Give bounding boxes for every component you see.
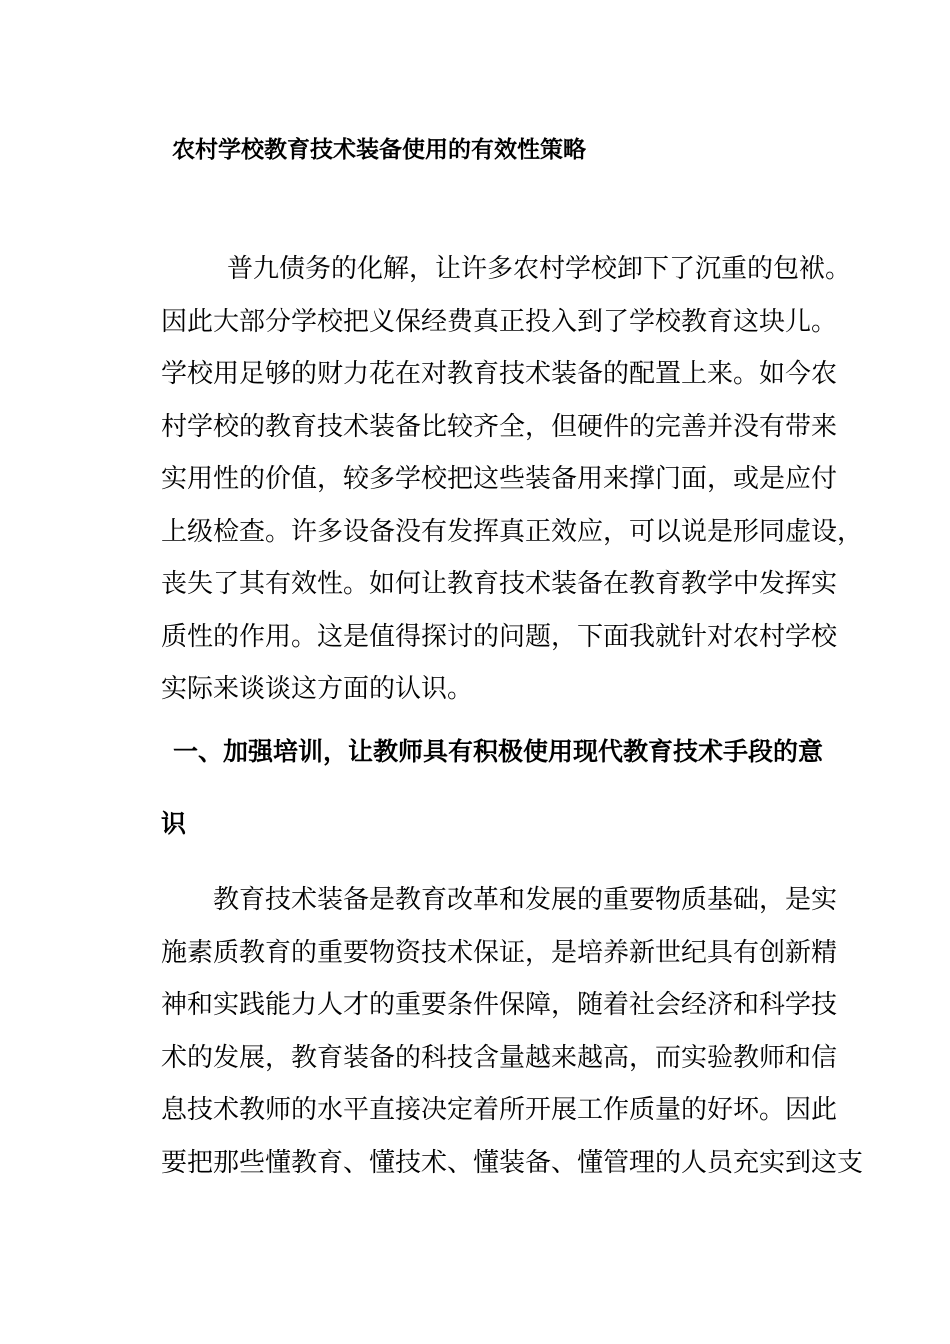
text-line: 要把那些懂教育、懂技术、懂装备、懂管理的人员充实到这支 <box>161 1147 864 1178</box>
text-line: 术的发展，教育装备的科技含量越来越高，而实验教师和信 <box>161 1042 838 1073</box>
text-line: 因此大部分学校把义保经费真正投入到了学校教育这块儿。 <box>161 306 838 337</box>
text-line: 上级检查。许多设备没有发挥真正效应，可以说是形同虚设， <box>161 516 864 547</box>
heading-line: 识 <box>161 809 187 838</box>
document-title: 农村学校教育技术装备使用的有效性策略 <box>172 137 586 163</box>
text-line: 学校用足够的财力花在对教育技术装备的配置上来。如今农 <box>161 359 838 389</box>
section-heading <box>161 716 831 860</box>
text-line: 神和实践能力人才的重要条件保障，随着社会经济和科学技 <box>161 990 838 1020</box>
text-line: 实际来谈谈这方面的认识。 <box>161 674 474 704</box>
text-line: 教育技术装备是教育改革和发展的重要物质基础，是实 <box>213 885 838 915</box>
text-line: 实用性的价值，较多学校把这些装备用来撑门面，或是应付 <box>161 464 838 494</box>
text-line: 息技术教师的水平直接决定着所开展工作质量的好坏。因此 <box>161 1095 838 1125</box>
text-line: 质性的作用。这是值得探讨的问题，下面我就针对农村学校 <box>161 621 838 652</box>
text-line: 施素质教育的重要物资技术保证，是培养新世纪具有创新精 <box>161 937 838 968</box>
intro-paragraph <box>161 243 864 716</box>
text-line: 普九债务的化解，让许多农村学校卸下了沉重的包袱。 <box>227 254 852 284</box>
text-line: 村学校的教育技术装备比较齐全，但硬件的完善并没有带来 <box>161 411 838 442</box>
heading-line: 一、加强培训，让教师具有积极使用现代教育技术手段的意 <box>173 737 824 766</box>
text-line: 丧失了其有效性。如何让教育技术装备在教育教学中发挥实 <box>161 569 838 599</box>
section-paragraph <box>161 874 864 1189</box>
